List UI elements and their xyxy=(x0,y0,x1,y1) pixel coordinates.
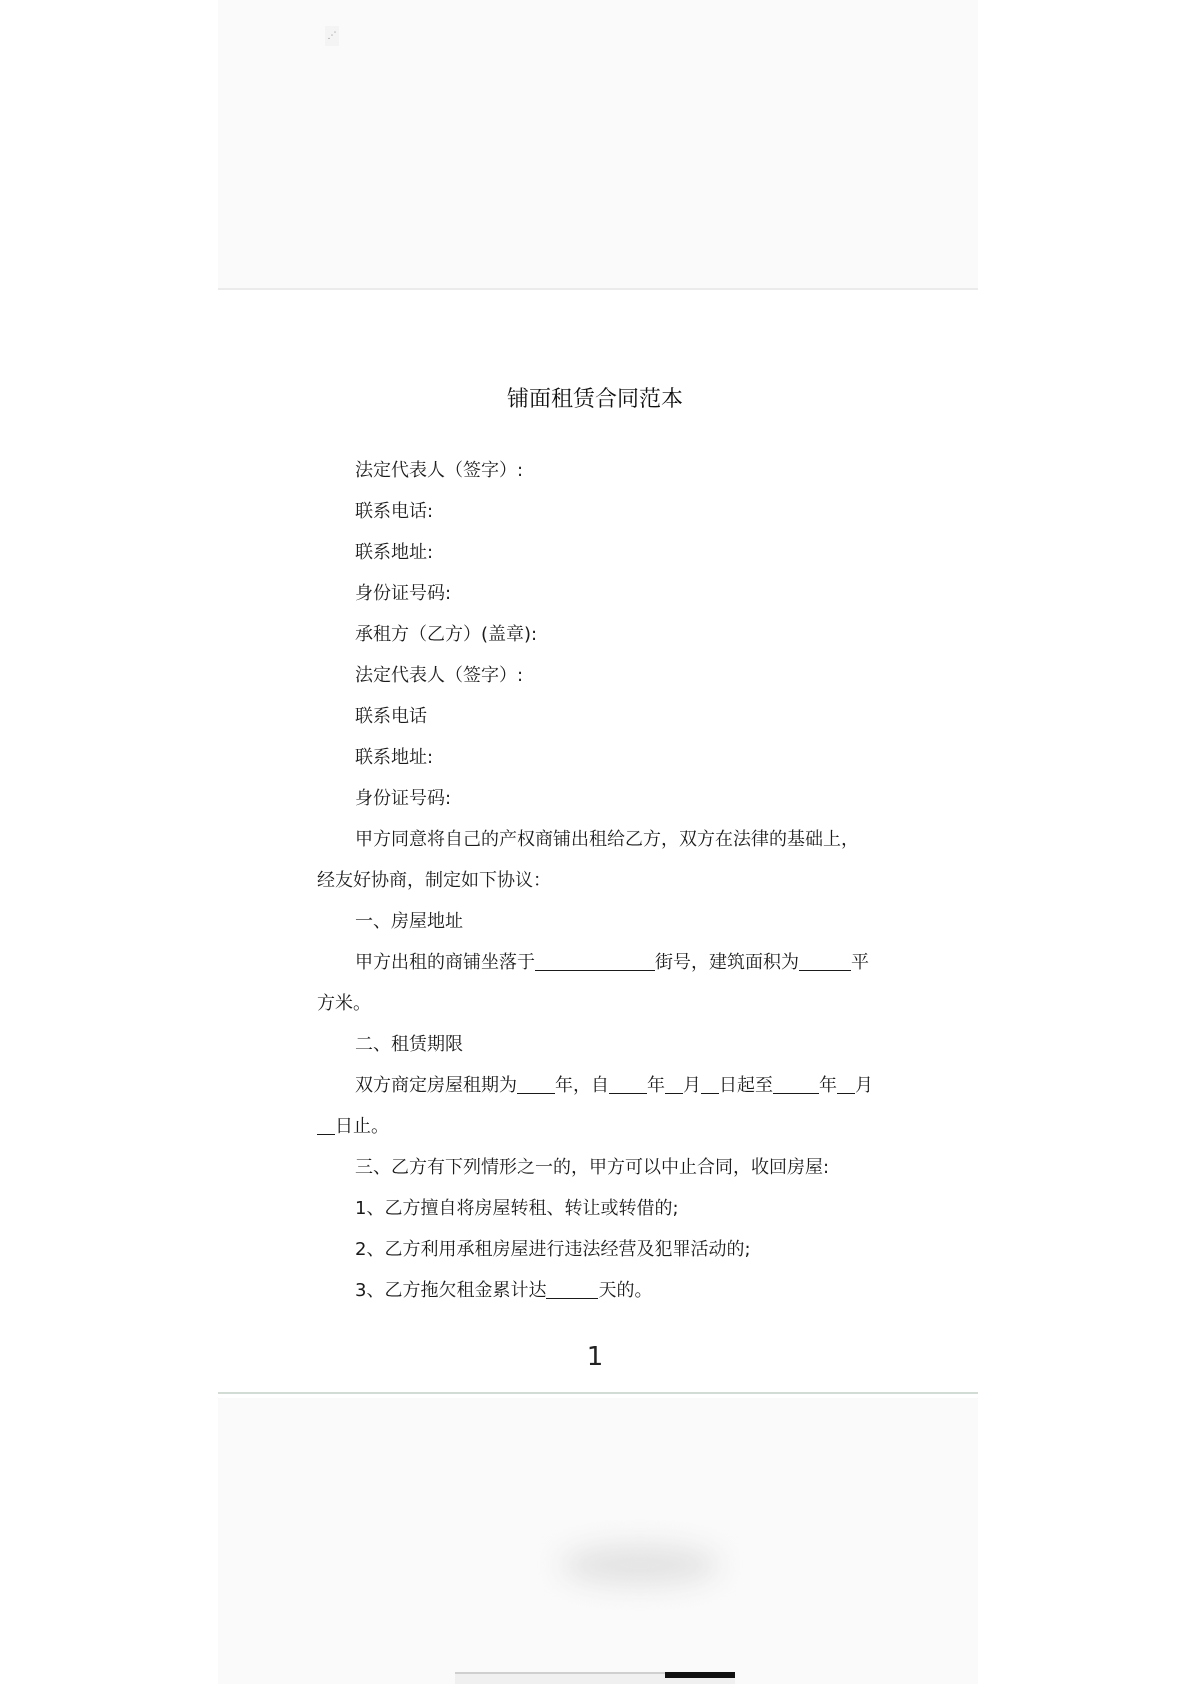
text-line: 法定代表人（签字）: xyxy=(355,460,524,481)
blurred-area xyxy=(560,1545,720,1585)
blank-line xyxy=(665,1073,683,1094)
page-number: 1 xyxy=(586,1342,604,1372)
text-line xyxy=(317,1106,883,1147)
blank-line xyxy=(517,1073,555,1094)
blank-line xyxy=(837,1073,855,1094)
text-span: 月 xyxy=(855,1075,873,1096)
text-span: 天的。 xyxy=(598,1280,653,1301)
page-corner-icon: ⋰ xyxy=(325,26,339,46)
blank-line xyxy=(317,1114,335,1135)
text-line: 方米。 xyxy=(317,993,371,1014)
text-line: 联系地址: xyxy=(355,747,434,768)
text-span: 月 xyxy=(683,1075,701,1096)
text-line: 身份证号码: xyxy=(355,788,452,809)
text-line: 身份证号码: xyxy=(355,583,452,604)
text-span: 双方商定房屋租期为 xyxy=(355,1075,517,1096)
text-line: 甲方同意将自己的产权商铺出租给乙方，双方在法律的基础上， xyxy=(355,829,859,850)
text-line: 承租方（乙方）(盖章): xyxy=(355,624,538,645)
blank-line xyxy=(799,950,851,971)
scroll-indicator[interactable] xyxy=(455,1672,735,1684)
section-heading: 三、乙方有下列情形之一的，甲方可以中止合同，收回房屋: xyxy=(355,1157,830,1178)
text-line: 联系电话: xyxy=(355,501,434,522)
text-span: 年 xyxy=(647,1075,665,1096)
text-span: 甲方出租的商铺坐落于 xyxy=(355,952,535,973)
section-heading: 二、租赁期限 xyxy=(355,1034,463,1055)
text-span: 平 xyxy=(851,952,869,973)
blank-line xyxy=(546,1278,598,1299)
text-line xyxy=(317,1065,883,1106)
text-line xyxy=(317,942,883,983)
text-span: 日起至 xyxy=(719,1075,773,1096)
text-span: 日止。 xyxy=(335,1116,389,1137)
blank-line xyxy=(535,950,655,971)
text-span: 3、乙方拖欠租金累计达 xyxy=(355,1280,547,1301)
page-divider xyxy=(218,1392,978,1394)
list-item: 1、乙方擅自将房屋转租、转让或转借的; xyxy=(355,1198,679,1219)
next-page xyxy=(218,1398,978,1684)
list-item xyxy=(317,1270,883,1311)
text-line: 联系电话 xyxy=(355,706,427,727)
text-span: 年 xyxy=(819,1075,837,1096)
text-line: 法定代表人（签字）: xyxy=(355,665,524,686)
blank-line xyxy=(773,1073,819,1094)
contract-body xyxy=(317,450,883,1311)
text-span: 年，自 xyxy=(555,1075,609,1096)
blank-line xyxy=(701,1073,719,1094)
text-line: 经友好协商，制定如下协议： xyxy=(317,870,551,891)
list-item: 2、乙方利用承租房屋进行违法经营及犯罪活动的; xyxy=(355,1239,751,1260)
section-heading: 一、房屋地址 xyxy=(355,911,463,932)
document-title: 铺面租赁合同范本 xyxy=(506,387,683,412)
text-span: 街号，建筑面积为 xyxy=(655,952,799,973)
blank-line xyxy=(609,1073,647,1094)
text-line: 联系地址: xyxy=(355,542,434,563)
